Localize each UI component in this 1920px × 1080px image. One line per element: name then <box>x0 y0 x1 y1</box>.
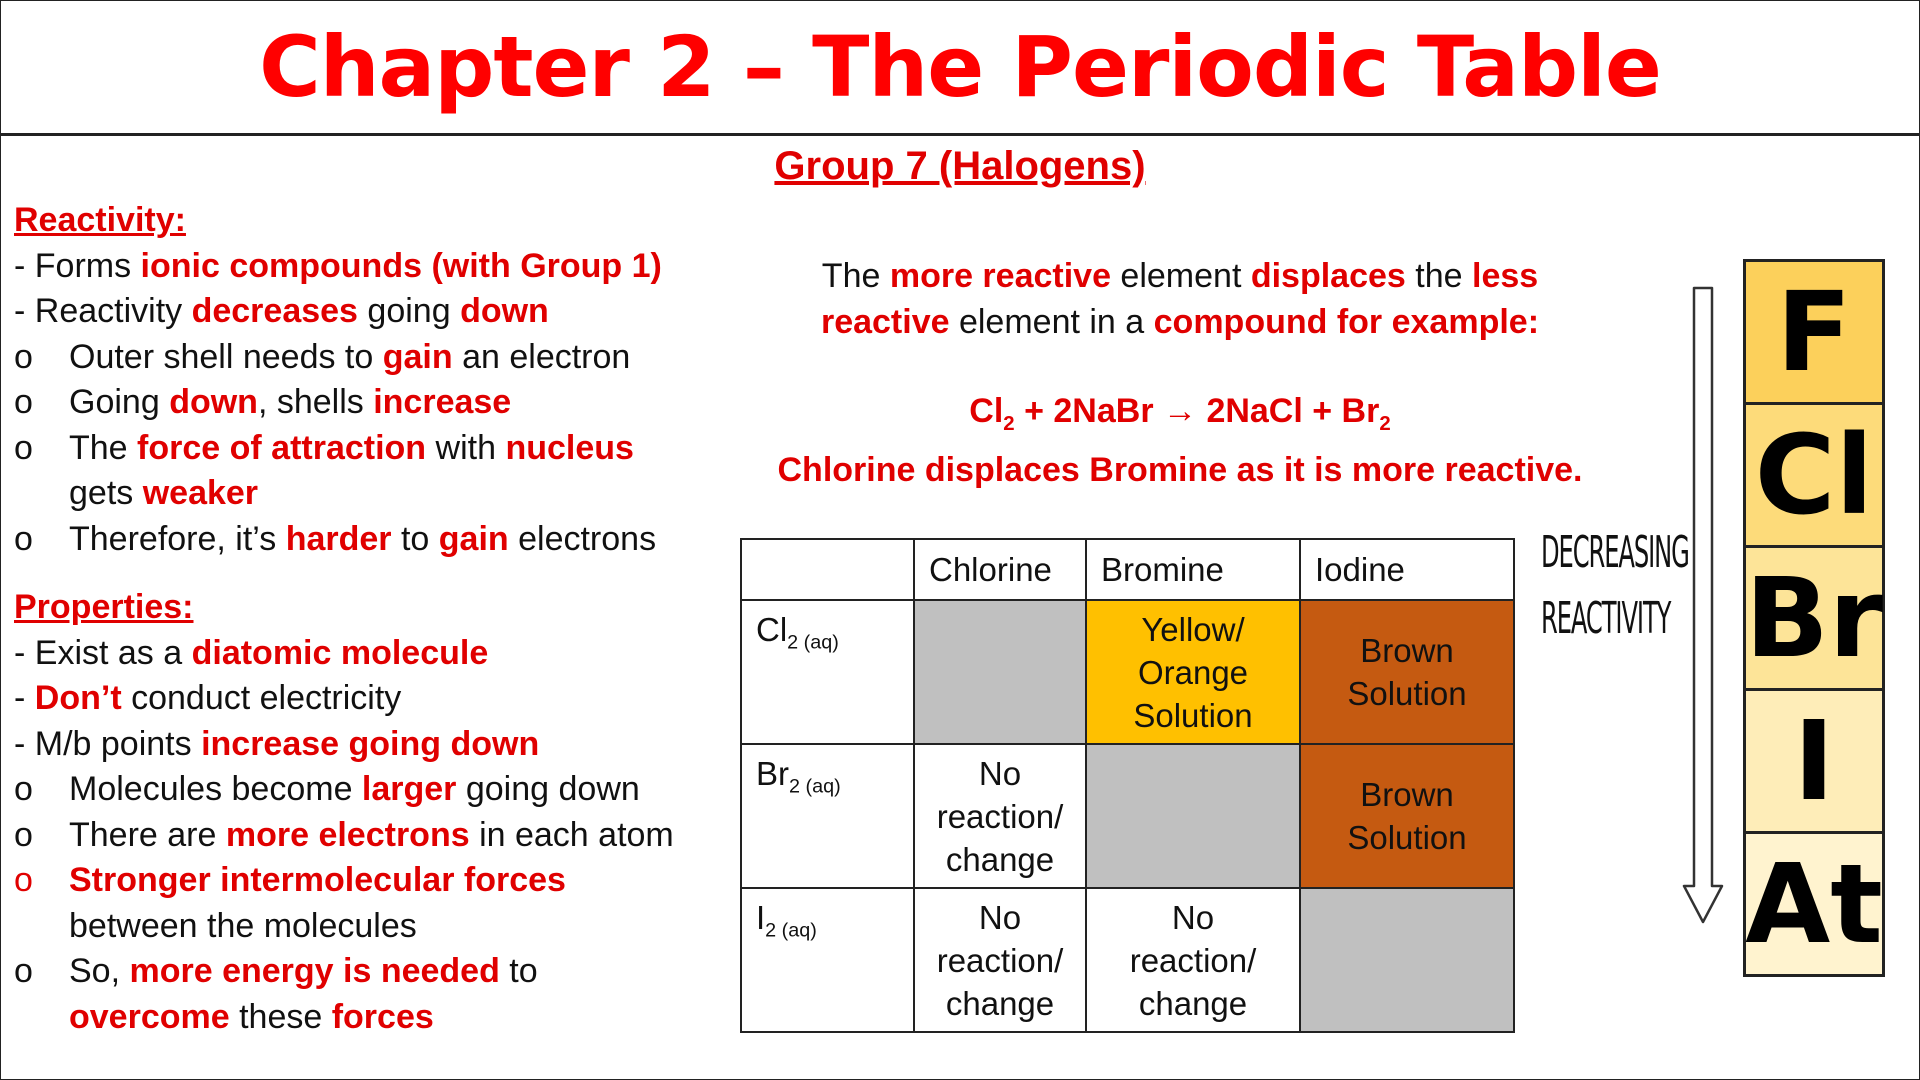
result-cell <box>1300 744 1514 888</box>
text: No <box>978 754 1022 792</box>
down-arrow-icon <box>1680 282 1726 930</box>
properties-bullet-2 <box>14 813 734 859</box>
properties-bullet-4-cont <box>14 995 734 1041</box>
highlight: increase <box>373 383 512 421</box>
text: Solution <box>1347 819 1467 856</box>
text: change <box>1138 984 1248 1022</box>
subscript: 2 <box>1379 412 1391 435</box>
text: Brown <box>1360 632 1454 669</box>
text: Solution <box>1347 675 1467 712</box>
text: these <box>229 997 332 1036</box>
table-header-row <box>741 539 1514 600</box>
highlight: weaker <box>142 474 259 512</box>
empty-cell <box>914 600 1086 744</box>
empty-cell <box>1300 888 1514 1032</box>
result-cell <box>914 888 1086 1032</box>
text: - M/b points <box>14 724 202 763</box>
slide-title: Chapter 2 – The Periodic Table <box>259 17 1661 116</box>
text: I <box>756 899 766 936</box>
empty-cell <box>1086 744 1300 888</box>
highlight: more reactive <box>889 257 1111 295</box>
properties-heading: Properties: <box>14 588 194 626</box>
text: , shells <box>257 383 374 421</box>
highlight: more electrons <box>225 815 470 854</box>
text: The <box>821 257 890 295</box>
bullet-mark: o <box>14 383 33 421</box>
bullet-mark: o <box>14 815 33 854</box>
highlight: less <box>1472 257 1539 295</box>
displacement-line-2 <box>700 299 1660 345</box>
text: conduct electricity <box>121 679 402 717</box>
decreasing-reactivity-label <box>1541 520 1689 652</box>
displacement-table <box>740 538 1515 1033</box>
text: change <box>945 984 1055 1022</box>
text: element in a <box>949 303 1154 341</box>
text: Cl <box>969 392 1004 430</box>
row-header <box>741 888 914 1032</box>
text: between the molecules <box>69 906 417 945</box>
text: gets <box>69 474 143 512</box>
text: Orange <box>1137 653 1249 691</box>
element-tile: F <box>1746 262 1882 405</box>
table-row <box>741 744 1514 888</box>
result-cell <box>914 744 1086 888</box>
text: - Reactivity <box>14 292 192 330</box>
text: an electron <box>452 337 631 376</box>
text: going down <box>456 770 640 808</box>
highlight: harder <box>285 519 392 558</box>
label-line: DECREASING <box>1541 527 1689 578</box>
highlight: reactive <box>820 303 950 341</box>
highlight: nucleus <box>505 428 634 467</box>
text: Therefore, it’s <box>69 519 286 558</box>
text: - Exist as a <box>14 633 192 672</box>
text: No <box>978 898 1022 936</box>
highlight: displaces <box>1250 257 1406 295</box>
column-header: Iodine <box>1300 539 1514 600</box>
text: electrons <box>508 519 657 558</box>
reactivity-bullet-4 <box>14 517 734 563</box>
reactivity-bullet-2 <box>14 380 734 426</box>
text: Outer shell needs to <box>69 337 383 376</box>
highlight: compound for example: <box>1153 303 1540 341</box>
text: in each atom <box>469 815 674 854</box>
highlight: increase going down <box>201 724 540 763</box>
properties-bullet-1 <box>14 767 734 813</box>
text: Cl <box>756 611 788 648</box>
properties-bullet-4 <box>14 949 734 995</box>
text: reaction/ <box>936 797 1064 835</box>
properties-bullet-3-cont <box>14 904 734 950</box>
bullet-mark: o <box>14 770 33 808</box>
highlight: gain <box>438 519 509 558</box>
label-line: REACTIVITY <box>1541 593 1671 644</box>
result-cell <box>1086 888 1300 1032</box>
properties-line-3 <box>14 722 734 768</box>
text: The <box>69 428 138 467</box>
highlight: overcome <box>69 997 230 1036</box>
highlight: Don’t <box>34 679 122 717</box>
result-cell <box>1300 600 1514 744</box>
subscript: 2 (aq) <box>765 919 817 942</box>
subtitle-wrap <box>0 144 1920 189</box>
bullet-mark: o <box>14 952 33 990</box>
highlight: forces <box>331 997 434 1036</box>
text: - Forms <box>14 246 141 285</box>
properties-bullet-3 <box>14 858 734 904</box>
chemical-equation <box>700 388 1660 447</box>
reactivity-bullet-1 <box>14 335 734 381</box>
bullet-mark: o <box>14 519 33 558</box>
text: to <box>499 952 538 990</box>
text: with <box>426 428 506 467</box>
highlight: gain <box>382 337 453 376</box>
row-header <box>741 600 914 744</box>
highlight: force of attraction <box>137 428 427 467</box>
text: reaction/ <box>936 941 1064 979</box>
title-bar <box>0 0 1920 136</box>
text: So, <box>69 952 130 990</box>
left-notes <box>14 198 734 1040</box>
element-tile: I <box>1746 691 1882 834</box>
highlight: diatomic molecule <box>191 633 489 672</box>
text: Brown <box>1360 776 1454 813</box>
text: Solution <box>1133 696 1253 734</box>
subscript: 2 (aq) <box>789 775 841 798</box>
reactivity-line-2 <box>14 289 734 335</box>
bullet-mark: o <box>14 861 33 899</box>
text: There are <box>69 815 226 854</box>
highlight: Stronger intermolecular forces <box>69 861 566 899</box>
text: reaction/ <box>1129 941 1257 979</box>
text: No <box>1171 898 1215 936</box>
bullet-mark: o <box>14 337 33 376</box>
properties-line-1 <box>14 631 734 677</box>
text: change <box>945 840 1055 878</box>
text: Br <box>756 755 789 792</box>
table-row <box>741 600 1514 744</box>
text: Molecules become <box>69 770 362 808</box>
displacement-line-1 <box>700 253 1660 299</box>
highlight: down <box>169 383 258 421</box>
row-header <box>741 744 914 888</box>
element-strip <box>1743 259 1885 977</box>
subscript: 2 <box>1003 412 1015 435</box>
column-header: Chlorine <box>914 539 1086 600</box>
properties-line-2 <box>14 676 734 722</box>
reactivity-bullet-3-cont <box>14 471 734 517</box>
reactivity-heading: Reactivity: <box>14 201 186 239</box>
highlight: down <box>460 292 549 330</box>
text: Going <box>69 383 170 421</box>
slide-subtitle: Group 7 (Halogens) <box>774 144 1146 188</box>
highlight: larger <box>361 770 457 808</box>
subscript: 2 (aq) <box>787 631 839 654</box>
highlight: ionic compounds (with Group 1) <box>140 246 662 285</box>
text: the <box>1405 257 1472 295</box>
text: - <box>14 679 35 717</box>
reactivity-bullet-3 <box>14 426 734 472</box>
table-row <box>741 888 1514 1032</box>
highlight: decreases <box>191 292 358 330</box>
equation-note: Chlorine displaces Bromine as it is more reactive. <box>777 450 1583 489</box>
reactivity-line-1 <box>14 244 734 290</box>
text: to <box>391 519 439 558</box>
text: going <box>357 292 461 330</box>
corner-cell <box>741 539 914 600</box>
text: Yellow/ <box>1141 610 1245 648</box>
spacer <box>14 562 734 585</box>
element-tile: Br <box>1746 548 1882 691</box>
bullet-mark: o <box>14 428 33 467</box>
column-header: Bromine <box>1086 539 1300 600</box>
result-cell <box>1086 600 1300 744</box>
highlight: more energy is needed <box>129 952 500 990</box>
text: + 2NaBr → 2NaCl + Br <box>1014 392 1380 430</box>
element-tile: Cl <box>1746 405 1882 548</box>
element-tile: At <box>1746 834 1882 974</box>
text: element <box>1110 257 1251 295</box>
equation-block <box>700 388 1660 493</box>
